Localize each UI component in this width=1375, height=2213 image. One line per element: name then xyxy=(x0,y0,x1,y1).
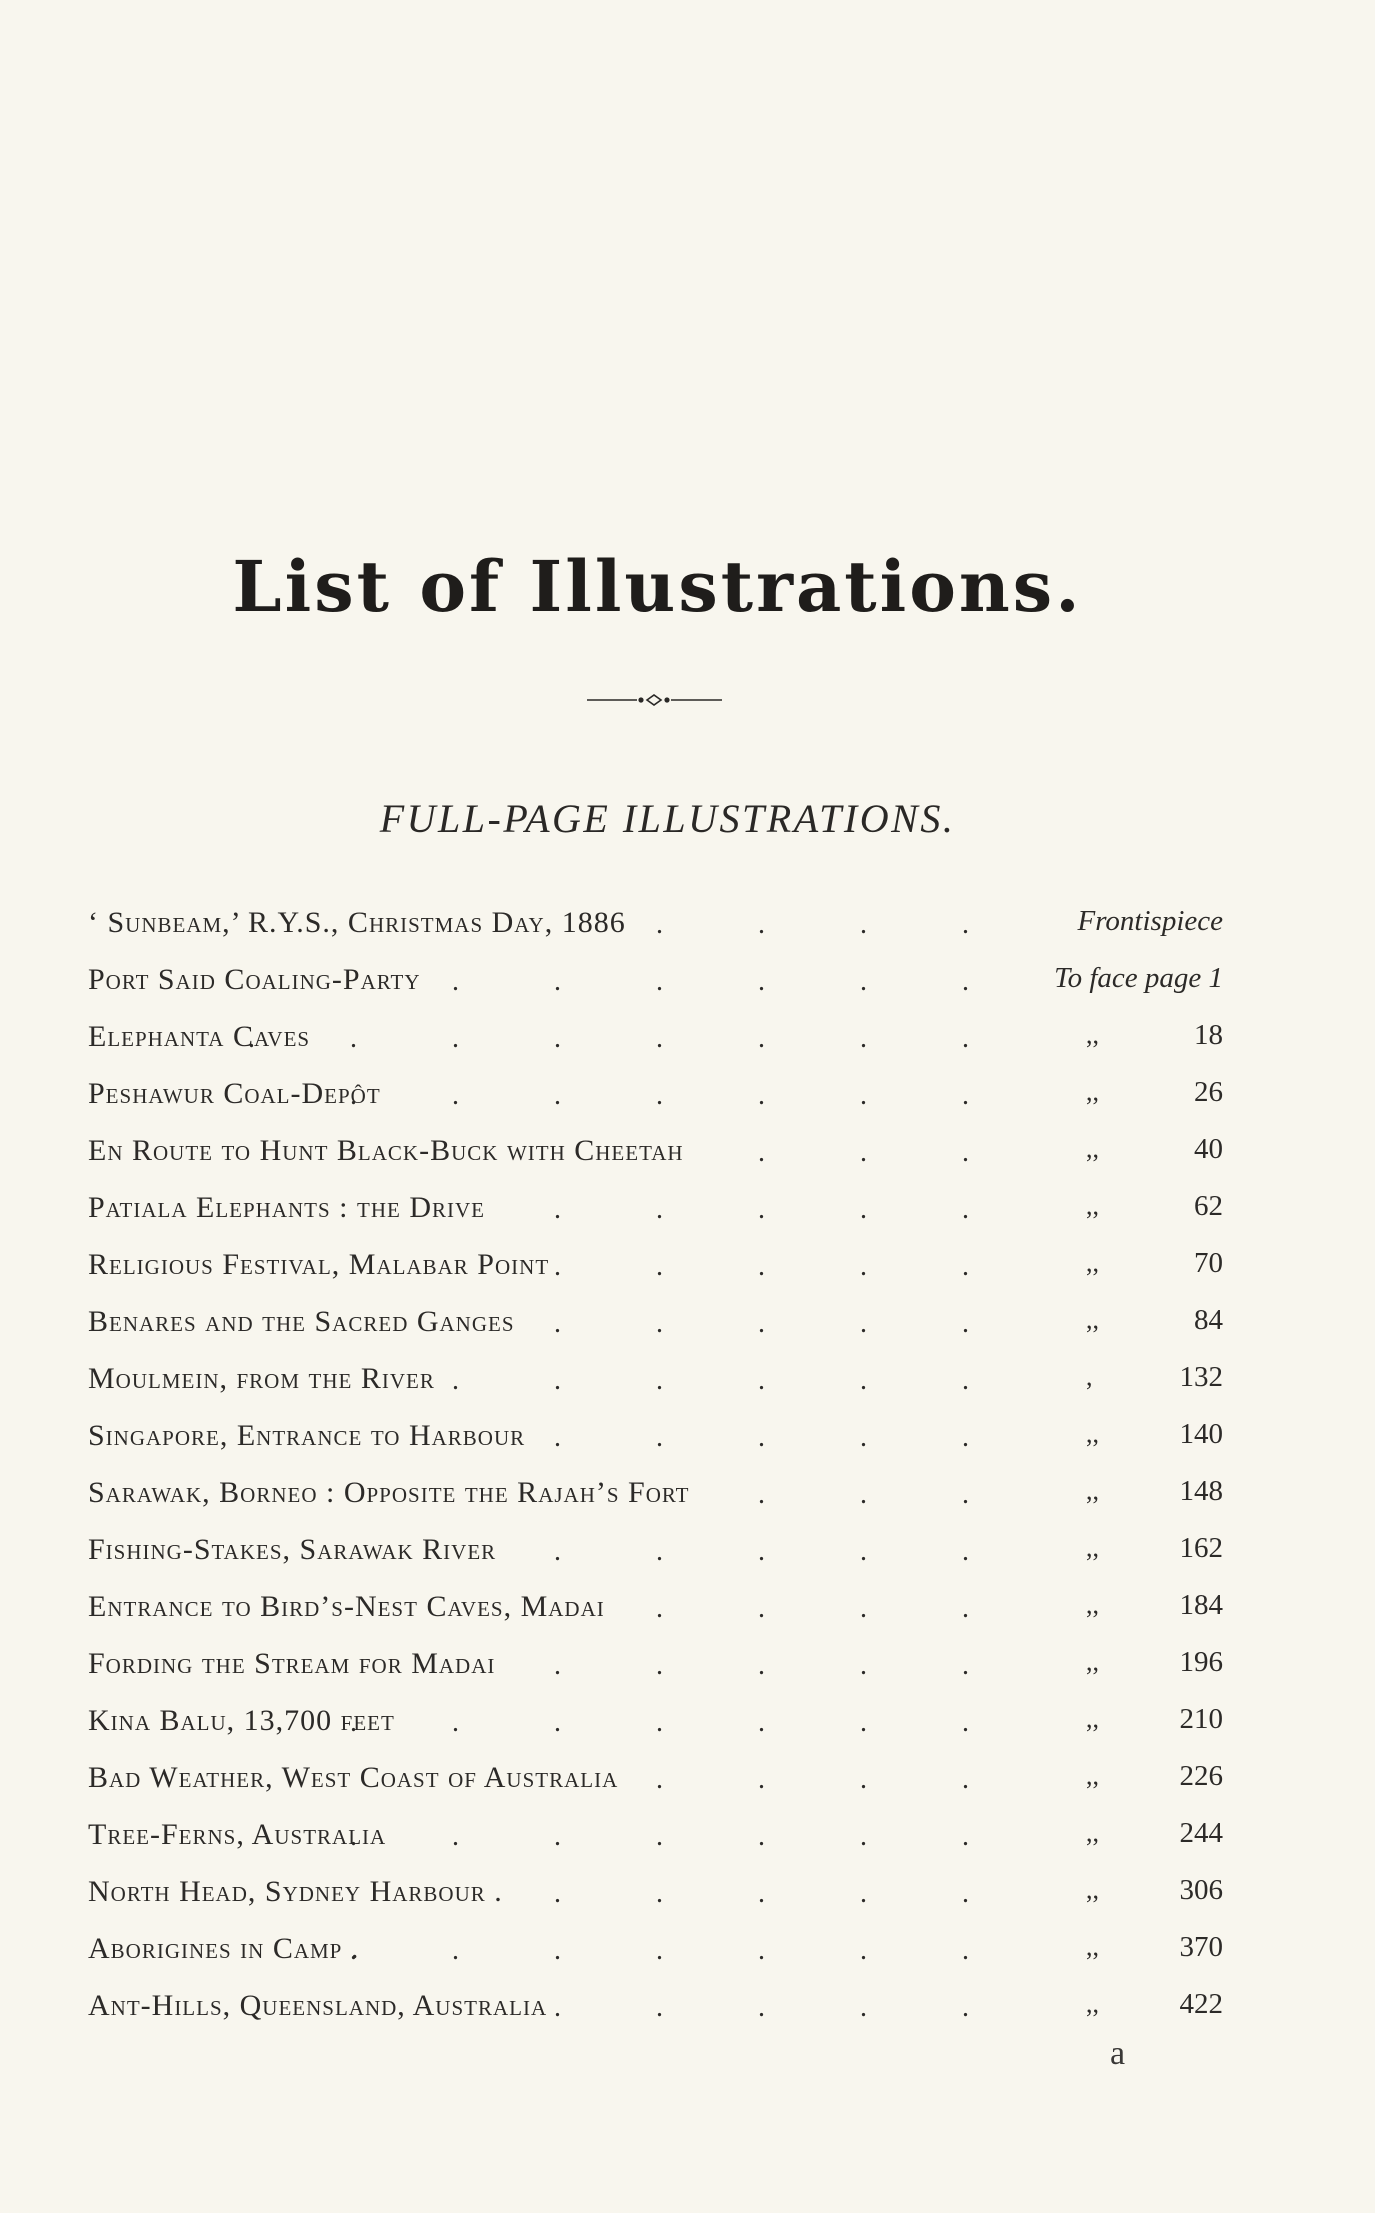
ditto-mark: ,, xyxy=(1086,1191,1099,1220)
page-reference: 184 xyxy=(1179,1589,1223,1621)
page-reference: 196 xyxy=(1179,1646,1223,1678)
ditto-mark: ,, xyxy=(1086,1134,1099,1163)
illustration-title: Tree-Ferns, Australia xyxy=(88,1818,387,1851)
list-item xyxy=(88,1696,1223,1753)
leader-dots: . . . . . . . xyxy=(350,1935,1013,1966)
ditto-mark: ,, xyxy=(1086,1818,1099,1847)
list-item xyxy=(88,1297,1223,1354)
page-reference: Frontispiece xyxy=(1077,905,1223,937)
illustration-title: ‘ Sunbeam,’ R.Y.S., Christmas Day, 1886 xyxy=(88,906,626,939)
illustrations-list xyxy=(88,898,1223,2038)
page-reference: 132 xyxy=(1179,1361,1223,1393)
ditto-mark: ,, xyxy=(1086,1248,1099,1277)
leader-dots: . . . . . . xyxy=(452,1365,1013,1396)
page-reference: 306 xyxy=(1179,1874,1223,1906)
list-item xyxy=(88,1810,1223,1867)
page-reference: 148 xyxy=(1179,1475,1223,1507)
illustration-title: Sarawak, Borneo : Opposite the Rajah’s Fort xyxy=(88,1476,690,1509)
leader-dots: . . . . xyxy=(656,1593,1013,1624)
list-item xyxy=(88,1012,1223,1069)
page-reference: 18 xyxy=(1194,1019,1223,1051)
illustration-title: En Route to Hunt Black-Buck with Cheetah xyxy=(88,1134,684,1167)
page-reference: 140 xyxy=(1179,1418,1223,1450)
illustration-title: Singapore, Entrance to Harbour xyxy=(88,1419,526,1452)
list-item xyxy=(88,898,1223,955)
leader-dots: . . . . . . . xyxy=(350,1707,1013,1738)
ornament-rule-icon xyxy=(587,690,722,710)
section-subtitle: FULL-PAGE ILLUSTRATIONS. xyxy=(379,796,956,841)
leader-dots: . . . . . xyxy=(554,1650,1013,1681)
page-reference: 162 xyxy=(1179,1532,1223,1564)
illustration-title: Aborigines in Camp . xyxy=(88,1932,360,1965)
page-reference: 26 xyxy=(1194,1076,1223,1108)
page-reference: 62 xyxy=(1194,1190,1223,1222)
list-item xyxy=(88,955,1223,1012)
illustration-title: Port Said Coaling-Party xyxy=(88,963,421,996)
page-reference: 226 xyxy=(1179,1760,1223,1792)
ditto-mark: ,, xyxy=(1086,1533,1099,1562)
leader-dots: . . . . . xyxy=(554,1878,1013,1909)
illustration-title: North Head, Sydney Harbour . xyxy=(88,1875,503,1908)
leader-dots: . . . . . xyxy=(554,1308,1013,1339)
list-item xyxy=(88,1240,1223,1297)
ditto-mark: ,, xyxy=(1086,1305,1099,1334)
page-reference: 70 xyxy=(1194,1247,1223,1279)
list-item xyxy=(88,1411,1223,1468)
page-reference: 84 xyxy=(1194,1304,1223,1336)
page-reference: 40 xyxy=(1194,1133,1223,1165)
page-reference: 370 xyxy=(1179,1931,1223,1963)
leader-dots: . . . . . . . xyxy=(350,1080,1013,1111)
leader-dots: . . . . . . xyxy=(452,966,1013,997)
leader-dots: . . . . . . . . xyxy=(248,1023,1013,1054)
ditto-mark: ,, xyxy=(1086,1419,1099,1448)
illustration-title: Moulmein, from the River xyxy=(88,1362,435,1395)
leader-dots: . . . . . . . xyxy=(350,1821,1013,1852)
leader-dots: . . . . xyxy=(656,1764,1013,1795)
ditto-mark: ,, xyxy=(1086,1590,1099,1619)
illustration-title: Fishing-Stakes, Sarawak River xyxy=(88,1533,497,1566)
list-item xyxy=(88,1525,1223,1582)
list-item xyxy=(88,1582,1223,1639)
leader-dots: . . . xyxy=(758,1479,1013,1510)
ditto-mark: ,, xyxy=(1086,1476,1099,1505)
illustration-title: Kina Balu, 13,700 feet xyxy=(88,1704,395,1737)
illustration-title: Religious Festival, Malabar Point xyxy=(88,1248,550,1281)
illustration-title: Peshawur Coal-Depôt xyxy=(88,1077,381,1110)
leader-dots: . . . . . xyxy=(554,1194,1013,1225)
ditto-mark: ,, xyxy=(1086,1932,1099,1961)
illustration-title: Ant-Hills, Queensland, Australia xyxy=(88,1989,548,2022)
list-item xyxy=(88,1924,1223,1981)
illustration-title: Fording the Stream for Madai xyxy=(88,1647,496,1680)
list-item xyxy=(88,1126,1223,1183)
illustration-title: Bad Weather, West Coast of Australia xyxy=(88,1761,619,1794)
list-item xyxy=(88,1753,1223,1810)
leader-dots: . . . . . xyxy=(554,1251,1013,1282)
signature-mark: a xyxy=(1110,2035,1126,2072)
page-reference: 244 xyxy=(1179,1817,1223,1849)
ditto-mark: ,, xyxy=(1086,1989,1099,2018)
list-item xyxy=(88,1183,1223,1240)
ditto-mark: ,, xyxy=(1086,1875,1099,1904)
leader-dots: . . . . xyxy=(656,909,1013,940)
list-item xyxy=(88,1354,1223,1411)
list-item xyxy=(88,1468,1223,1525)
leader-dots: . . . xyxy=(758,1137,1013,1168)
ditto-mark: ,, xyxy=(1086,1761,1099,1790)
illustration-title: Entrance to Bird’s-Nest Caves, Madai xyxy=(88,1590,605,1623)
list-item xyxy=(88,1867,1223,1924)
leader-dots: . . . . . xyxy=(554,1422,1013,1453)
ditto-mark: ,, xyxy=(1086,1020,1099,1049)
illustration-title: Benares and the Sacred Ganges xyxy=(88,1305,515,1338)
page-reference: 422 xyxy=(1179,1988,1223,2020)
leader-dots: . . . . . xyxy=(554,1992,1013,2023)
ditto-mark: ,, xyxy=(1086,1704,1099,1733)
illustration-title: Elephanta Caves xyxy=(88,1020,311,1053)
page-title: List of Illustrations. xyxy=(232,545,1083,628)
page-reference: 210 xyxy=(1179,1703,1223,1735)
list-item xyxy=(88,1981,1223,2038)
list-item xyxy=(88,1069,1223,1126)
page-reference: To face page 1 xyxy=(1054,962,1223,994)
ditto-mark: ,, xyxy=(1086,1647,1099,1676)
ditto-mark: ,, xyxy=(1086,1077,1099,1106)
ditto-mark: , xyxy=(1086,1362,1093,1391)
list-item xyxy=(88,1639,1223,1696)
leader-dots: . . . . . xyxy=(554,1536,1013,1567)
illustration-title: Patiala Elephants : the Drive xyxy=(88,1191,485,1224)
